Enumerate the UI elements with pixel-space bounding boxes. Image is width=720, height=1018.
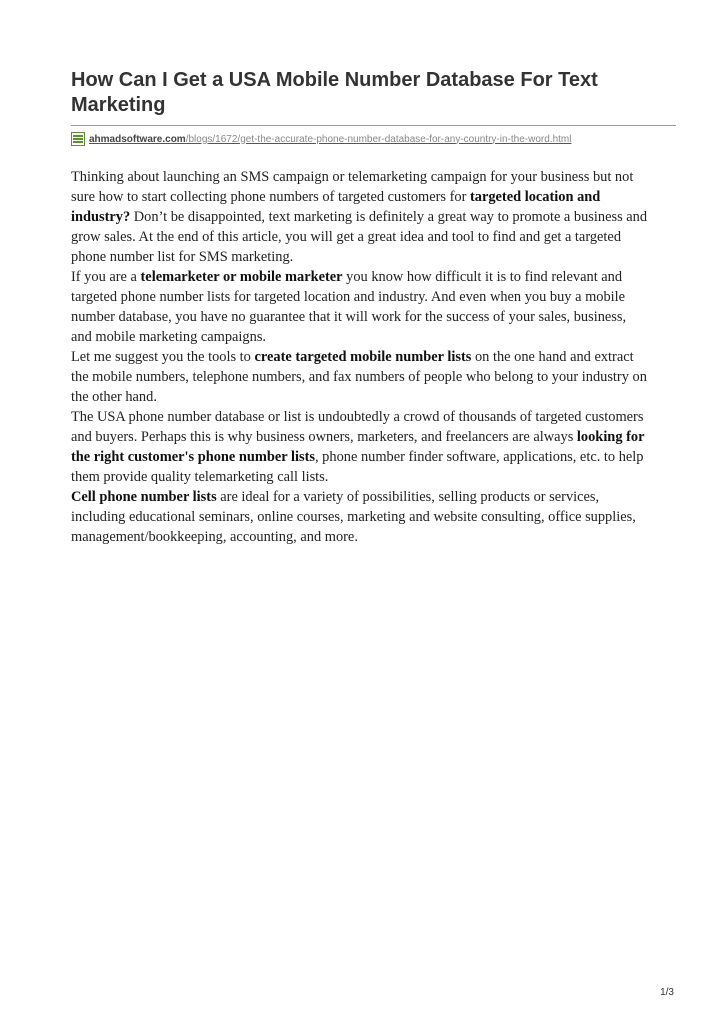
- paragraph-3-text-2: on the one hand and extract the mobile numbers, telephone numbers, and fax numbers of people who belong to your industry on the other hand.: [71, 349, 647, 405]
- paragraph-5: [71, 487, 649, 547]
- paragraph-2-text-1: If you are a: [71, 269, 141, 285]
- paragraph-4: [71, 407, 649, 487]
- paragraph-4-bold: looking for the right customer's phone number lists: [71, 429, 645, 465]
- paragraph-1-text-1: Thinking about launching an SMS campaign or telemarketing campaign for your business but not sure how to start collecting phone numbers of targeted customers for: [71, 169, 634, 205]
- paragraph-5-text-1: are ideal for a variety of possibilities, selling products or services, including educational seminars, online courses, marketing and website consulting, office supplies, management/bookkeeping, accounting, and more.: [71, 489, 636, 545]
- page-number: 1/3: [660, 987, 674, 998]
- article-body: [71, 167, 649, 547]
- title-divider: [71, 125, 676, 126]
- source-domain: ahmadsoftware.com: [89, 133, 186, 145]
- paragraph-4-text-1: The USA phone number database or list is undoubtedly a crowd of thousands of targeted customers and buyers. Perhaps this is why business owners, marketers, and freelancers are always: [71, 409, 644, 445]
- paragraph-2-text-2: you know how difficult it is to find relevant and targeted phone number lists for targeted location and industry. And even when you buy a mobile number database, you have no guarantee that it will work for the success of your sales, business, and mobile marketing campaigns.: [71, 269, 627, 345]
- source-path: /blogs/1672/get-the-accurate-phone-number-database-for-any-country-in-the-word.html: [185, 133, 572, 145]
- source-link[interactable]: [89, 134, 571, 145]
- paragraph-2-bold: telemarketer or mobile marketer: [140, 269, 343, 285]
- source-link-row: [71, 130, 571, 148]
- paragraph-1: [71, 167, 649, 267]
- paragraph-2: [71, 267, 649, 347]
- paragraph-1-text-2: Don’t be disappointed, text marketing is definitely a great way to promote a business and grow sales. At the end of this article, you will get a great idea and tool to find and get a targeted phone number list for SMS marketing.: [71, 209, 648, 265]
- article-title: How Can I Get a USA Mobile Number Database For Text Marketing: [71, 69, 598, 116]
- paragraph-3: [71, 347, 649, 407]
- paragraph-4-text-2: , phone number finder software, applications, etc. to help them provide quality telemarketing call lists.: [71, 449, 644, 485]
- paragraph-5-bold: Cell phone number lists: [71, 489, 217, 505]
- paragraph-3-bold: create targeted mobile number lists: [254, 349, 472, 365]
- paragraph-3-text-1: Let me suggest you the tools to: [71, 349, 255, 365]
- document-lines-icon: [71, 132, 85, 146]
- paragraph-1-bold: targeted location and industry?: [71, 189, 601, 225]
